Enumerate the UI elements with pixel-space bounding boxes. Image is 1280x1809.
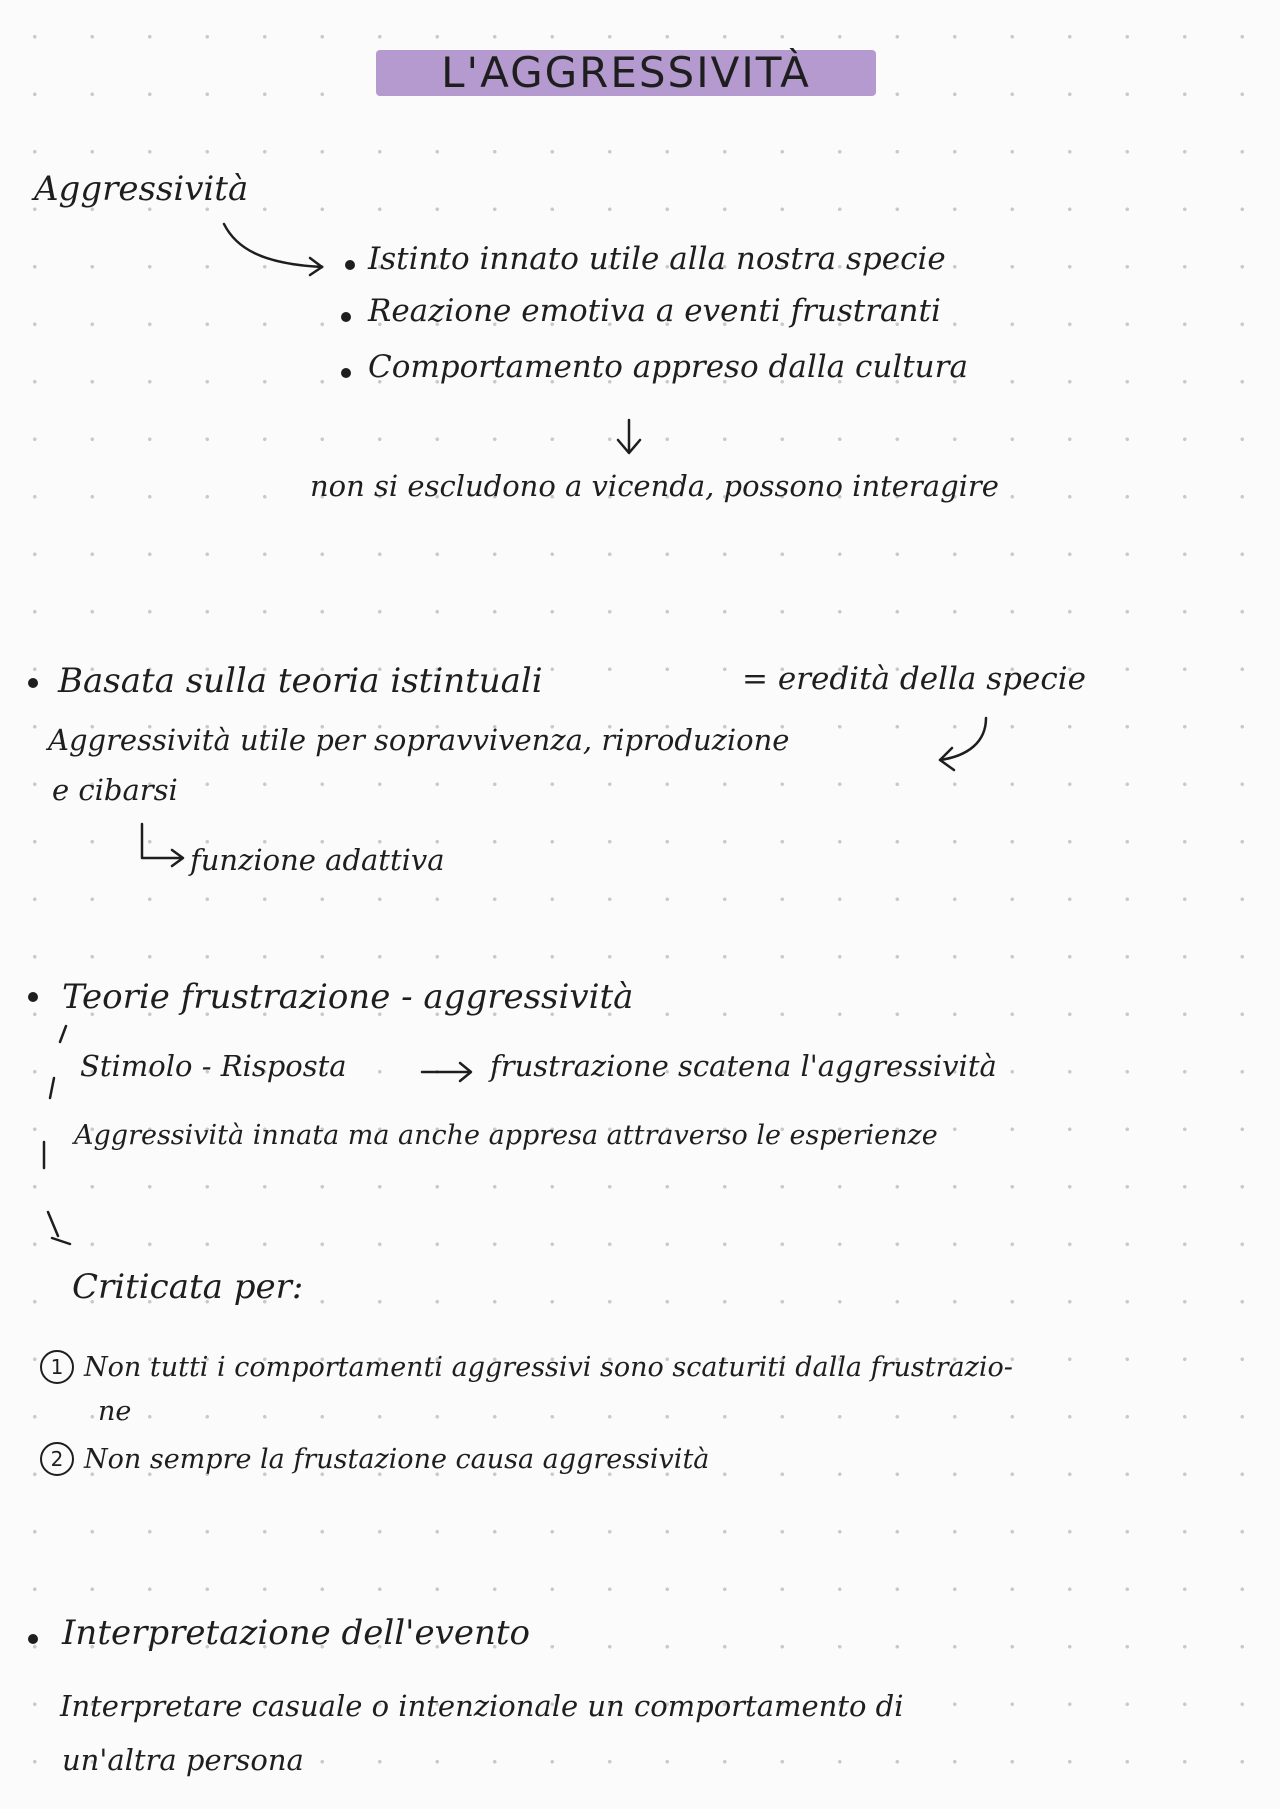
intro-bullet-dot-1	[345, 260, 355, 270]
critic-point-2: Non sempre la frustazione causa aggressività	[84, 1444, 710, 1475]
critic-number-2: 2	[40, 1442, 74, 1476]
section3-line1: Interpretare casuale o intenzionale un comportamento di	[60, 1689, 904, 1723]
section3-heading: Interpretazione dell'evento	[62, 1613, 530, 1653]
section2-bullet-dot	[28, 992, 38, 1002]
intro-bullet-1: Istinto innato utile alla nostra specie	[368, 241, 946, 277]
critic-point-1-cont: ne	[98, 1396, 132, 1427]
section1-heading: Basata sulla teoria istintuali	[58, 661, 543, 701]
intro-bullet-dot-3	[341, 368, 351, 378]
intro-conclusion: non si escludono a vicenda, possono interagire	[310, 469, 999, 503]
section2-line2: Aggressività innata ma anche appresa attraverso le esperienze	[74, 1120, 938, 1151]
page-title: L'AGGRESSIVITÀ	[441, 48, 811, 97]
section2-heading: Teorie frustrazione - aggressività	[62, 977, 634, 1017]
section3-line2: un'altra persona	[62, 1743, 304, 1777]
down-arrow-icon	[614, 418, 644, 458]
intro-bullet-3: Comportamento appreso dalla cultura	[368, 349, 968, 385]
corner-arrow-icon	[138, 822, 190, 872]
intro-bullet-2: Reazione emotiva a eventi frustranti	[368, 293, 941, 329]
section1-line2: e cibarsi	[52, 773, 178, 807]
section3-bullet-dot	[28, 1634, 38, 1644]
curved-return-arrow-icon	[936, 716, 996, 776]
section1-result: funzione adattiva	[190, 843, 445, 877]
critic-point-1: Non tutti i comportamenti aggressivi sono scaturiti dalla frustrazio-	[84, 1352, 1013, 1383]
section1-line1: Aggressività utile per sopravvivenza, riproduzione	[48, 723, 790, 757]
section2-sr-result: frustrazione scatena l'aggressività	[490, 1049, 997, 1083]
curved-arrow-icon	[222, 222, 332, 282]
section1-note: = eredità della specie	[742, 661, 1086, 697]
intro-bullet-dot-2	[341, 312, 351, 322]
critic-number-1: 1	[40, 1350, 74, 1384]
intro-heading: Aggressività	[34, 169, 249, 209]
right-arrow-icon	[420, 1058, 480, 1086]
critic-heading: Criticata per:	[72, 1267, 304, 1307]
section2-sr-label: Stimolo - Risposta	[80, 1049, 347, 1083]
section1-bullet-dot	[28, 678, 38, 688]
